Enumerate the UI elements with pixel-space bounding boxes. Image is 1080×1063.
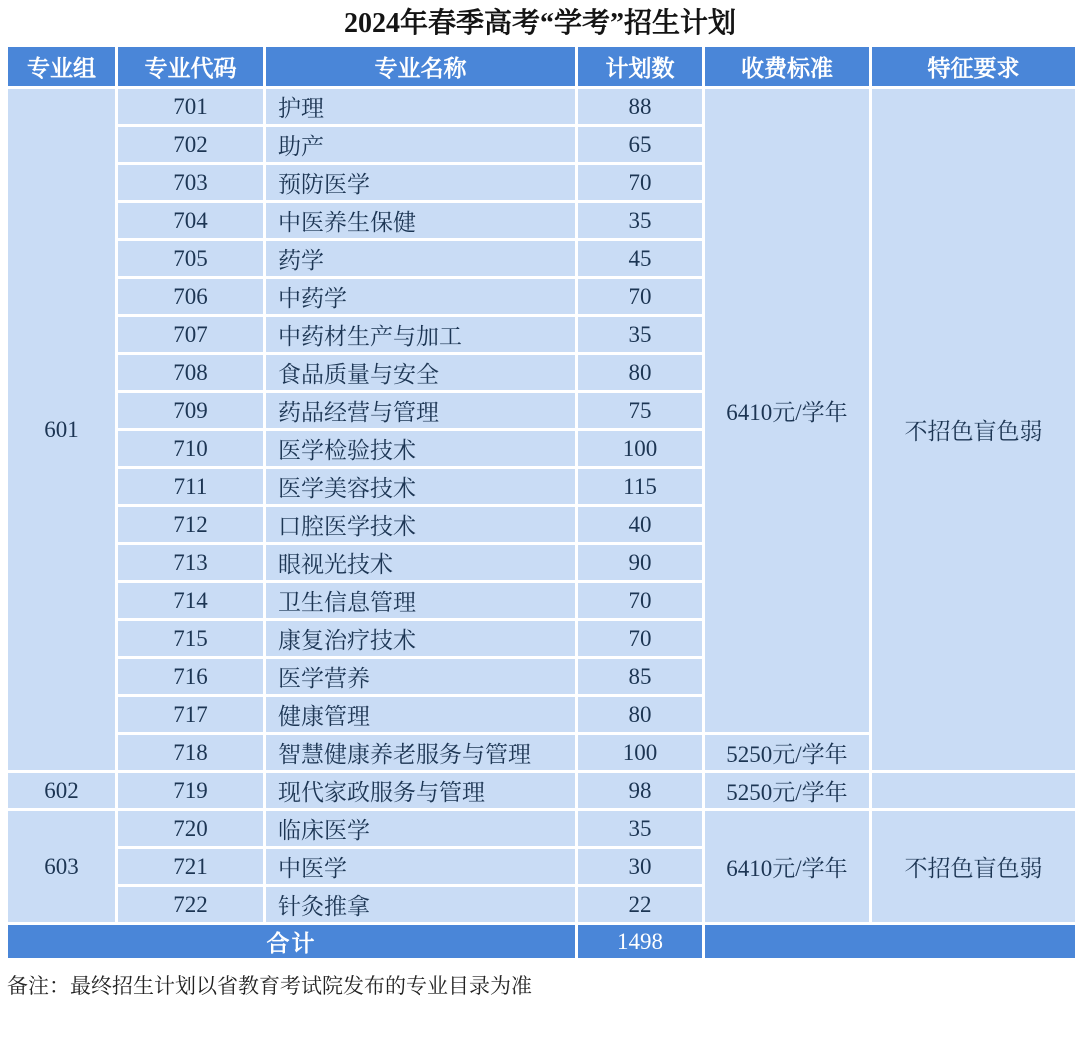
plan-cell: 22 (577, 886, 704, 924)
group-cell: 601 (7, 88, 117, 772)
name-cell: 中医学 (265, 848, 577, 886)
name-cell: 康复治疗技术 (265, 620, 577, 658)
plan-cell: 80 (577, 354, 704, 392)
plan-cell: 70 (577, 278, 704, 316)
code-cell: 720 (117, 810, 265, 848)
fee-cell: 5250元/学年 (704, 772, 871, 810)
plan-cell: 35 (577, 810, 704, 848)
table-row (7, 88, 1077, 126)
plan-cell: 70 (577, 164, 704, 202)
group-cell: 602 (7, 772, 117, 810)
name-cell: 中医养生保健 (265, 202, 577, 240)
plan-cell: 115 (577, 468, 704, 506)
code-cell: 709 (117, 392, 265, 430)
code-cell: 701 (117, 88, 265, 126)
feature-cell: 不招色盲色弱 (871, 88, 1077, 772)
total-value: 1498 (577, 924, 704, 960)
total-row (7, 924, 1077, 960)
fee-cell: 5250元/学年 (704, 734, 871, 772)
code-cell: 705 (117, 240, 265, 278)
name-cell: 助产 (265, 126, 577, 164)
plan-cell: 88 (577, 88, 704, 126)
code-cell: 704 (117, 202, 265, 240)
column-header-group: 专业组 (7, 46, 117, 88)
code-cell: 716 (117, 658, 265, 696)
name-cell: 口腔医学技术 (265, 506, 577, 544)
footnote: 备注：最终招生计划以省教育考试院发布的专业目录为准 (7, 974, 532, 998)
total-empty-cell (704, 924, 1077, 960)
plan-cell: 30 (577, 848, 704, 886)
plan-cell: 85 (577, 658, 704, 696)
code-cell: 713 (117, 544, 265, 582)
page-title: 2024年春季高考“学考”招生计划 (343, 8, 736, 39)
name-cell: 药品经营与管理 (265, 392, 577, 430)
name-cell: 眼视光技术 (265, 544, 577, 582)
plan-cell: 100 (577, 430, 704, 468)
code-cell: 715 (117, 620, 265, 658)
name-cell: 医学美容技术 (265, 468, 577, 506)
plan-cell: 45 (577, 240, 704, 278)
column-header-feature: 特征要求 (871, 46, 1077, 88)
plan-cell: 75 (577, 392, 704, 430)
plan-cell: 100 (577, 734, 704, 772)
code-cell: 711 (117, 468, 265, 506)
name-cell: 食品质量与安全 (265, 354, 577, 392)
code-cell: 721 (117, 848, 265, 886)
fee-cell: 6410元/学年 (704, 810, 871, 924)
name-cell: 卫生信息管理 (265, 582, 577, 620)
plan-cell: 35 (577, 316, 704, 354)
admission-plan-table (5, 44, 1078, 961)
code-cell: 708 (117, 354, 265, 392)
code-cell: 703 (117, 164, 265, 202)
plan-cell: 70 (577, 620, 704, 658)
code-cell: 717 (117, 696, 265, 734)
name-cell: 中药材生产与加工 (265, 316, 577, 354)
name-cell: 护理 (265, 88, 577, 126)
group-cell: 603 (7, 810, 117, 924)
name-cell: 针灸推拿 (265, 886, 577, 924)
code-cell: 712 (117, 506, 265, 544)
total-label: 合计 (7, 924, 577, 960)
header-row (7, 46, 1077, 88)
name-cell: 医学营养 (265, 658, 577, 696)
code-cell: 722 (117, 886, 265, 924)
column-header-name: 专业名称 (265, 46, 577, 88)
plan-cell: 90 (577, 544, 704, 582)
code-cell: 719 (117, 772, 265, 810)
code-cell: 702 (117, 126, 265, 164)
table-row (7, 772, 1077, 810)
code-cell: 710 (117, 430, 265, 468)
name-cell: 中药学 (265, 278, 577, 316)
code-cell: 714 (117, 582, 265, 620)
code-cell: 718 (117, 734, 265, 772)
feature-cell: 不招色盲色弱 (871, 810, 1077, 924)
code-cell: 707 (117, 316, 265, 354)
fee-cell: 6410元/学年 (704, 88, 871, 734)
code-cell: 706 (117, 278, 265, 316)
name-cell: 药学 (265, 240, 577, 278)
plan-cell: 98 (577, 772, 704, 810)
table-row (7, 810, 1077, 848)
plan-cell: 40 (577, 506, 704, 544)
name-cell: 医学检验技术 (265, 430, 577, 468)
plan-cell: 65 (577, 126, 704, 164)
name-cell: 智慧健康养老服务与管理 (265, 734, 577, 772)
column-header-code: 专业代码 (117, 46, 265, 88)
name-cell: 现代家政服务与管理 (265, 772, 577, 810)
plan-cell: 80 (577, 696, 704, 734)
plan-cell: 70 (577, 582, 704, 620)
name-cell: 临床医学 (265, 810, 577, 848)
feature-cell (871, 772, 1077, 810)
column-header-fee: 收费标准 (704, 46, 871, 88)
column-header-plan: 计划数 (577, 46, 704, 88)
name-cell: 健康管理 (265, 696, 577, 734)
plan-cell: 35 (577, 202, 704, 240)
name-cell: 预防医学 (265, 164, 577, 202)
